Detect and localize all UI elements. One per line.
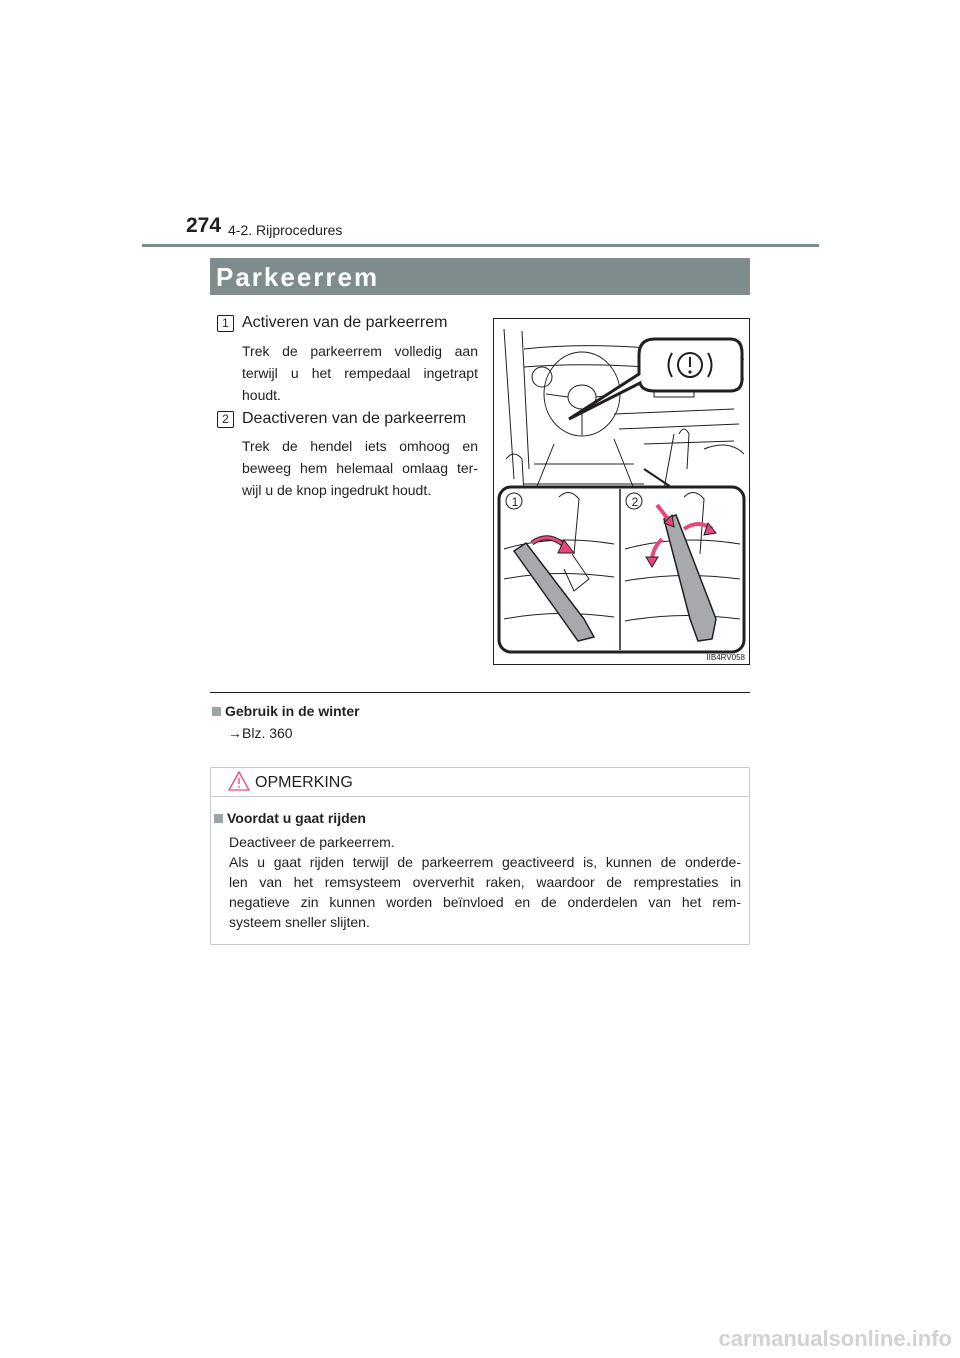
step-2-line: Trek de hendel iets omhoog en [242,438,478,454]
step-title-2: Deactiveren van de parkeerrem [242,410,467,427]
page-number: 274 [186,214,222,237]
page-title: Parkeerrem [216,262,380,292]
notice-heading: Voordat u gaat rijden [227,810,366,826]
title-bar [210,258,750,295]
notice-body [229,832,741,932]
notice-line: Deactiveer de parkeerrem. [229,834,395,850]
notice-line: systeem sneller slijten. [229,914,370,930]
notice-label: OPMERKING [255,774,353,791]
winter-reference: →Blz. 360 [228,725,293,741]
winter-heading: Gebruik in de winter [225,703,360,719]
illustration-code: IIB4RV058 [706,653,745,662]
step-1-line: houdt. [242,387,281,403]
step-title-1: Activeren van de parkeerrem [242,314,448,331]
dashboard-drawing [494,319,749,664]
section-label: 4-2. Rijprocedures [228,222,343,238]
step-body-2 [242,435,478,501]
notice-header [211,768,749,797]
step-2-line: wijl u de knop ingedrukt houdt. [242,482,432,498]
callout-number-2: 2 [631,495,639,509]
bullet-square [214,814,223,823]
step-body-1 [242,340,478,406]
warning-triangle-icon [228,771,250,791]
step-1-line: Trek de parkeerrem volledig aan [242,343,478,359]
step-number-2: 2 [217,411,234,428]
bullet-square [212,707,221,716]
section-divider [210,692,750,693]
step-number-1: 1 [217,315,234,332]
notice-line: len van het remsysteem oververhit raken, waardoor de remprestaties in [229,874,741,890]
notice-line: negatieve zin kunnen worden beïnvloed en de onderdelen van het rem- [229,894,741,910]
notice-box [210,767,750,945]
callout-number-1: 1 [511,495,519,509]
header-rule [142,244,819,247]
step-1-line: terwijl u het rempedaal ingetrapt [242,365,478,381]
warning-callout [569,339,742,419]
parking-brake-illustration [493,318,750,665]
step-2-line: beweeg hem helemaal omlaag ter- [242,460,478,476]
watermark: carmanualsonline.info [718,1326,952,1351]
notice-line: Als u gaat rijden terwijl de parkeerrem geactiveerd is, kunnen de onderde- [229,854,741,870]
